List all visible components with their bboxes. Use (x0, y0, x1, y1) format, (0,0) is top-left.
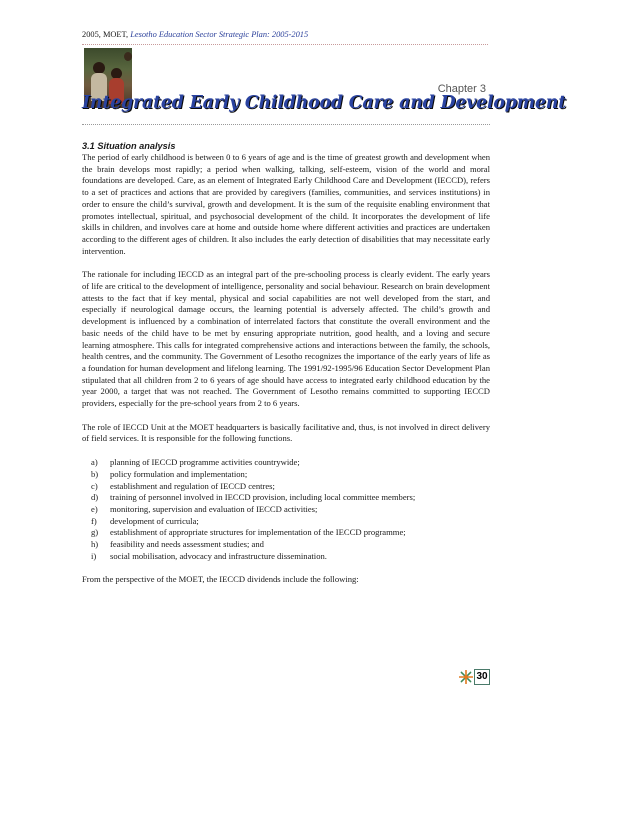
list-item: f) development of curricula; (91, 515, 199, 526)
list-item: e) monitoring, supervision and evaluation of IECCD activities; (91, 503, 318, 514)
list-item: i) social mobilisation, advocacy and infrastructure dissemination. (91, 550, 327, 561)
list-item: h) feasibility and needs assessment studies; and (91, 539, 264, 550)
logo-ray (461, 672, 464, 675)
list-item: b) policy formulation and implementation; (91, 468, 248, 479)
logo-ray (461, 678, 464, 681)
header-divider (82, 44, 488, 45)
list-item: g) establishment of appropriate structures for implementation of the IECCD programme; (91, 527, 406, 538)
logo-ray (467, 678, 470, 681)
logo-ray (467, 672, 470, 675)
functions-list (82, 457, 449, 562)
section-content (82, 141, 490, 597)
paragraph-rationale: The rationale for including IECCD as an integral part of the pre-schooling process is clearly evident. The early years of life are critical to the development of intelligence, personality and social behaviour. Research on brain development attests to the fact that if key mental, physical and social capabilities are not well developed from the start, and especially if neurological damage occurs, the learning potential is adversely affected. The child’s growth and development is influenced by a combination of interrelated factors that constitute the overall environment and the basic needs of the child have to be met by ensuring appropriate nutrition, good health, and a loving and secure learning atmosphere. This calls for integrated comprehensive actions and interactions between the family, the schools, health centres, and the community. The Government of Lesotho recognizes the importance of the early years of life as a foundation for human development and lifelong learning. The 1991/92-1995/96 Education Sector Development Plan stipulated that all children from 2 to 6 years of age should have access to integrated early childhood education by the year 2000, a target that was not reached. The Government of Lesotho remains committed to supporting IECCD providers, especially for the pre-school years from 2 to 6 years. (82, 269, 490, 409)
paragraph-unit-role: The role of IECCD Unit at the MOET headquarters is basically facilitative and, thus, is not involved in direct delivery of field services. It is responsible for the following functions. (82, 421, 490, 444)
moet-logo-icon (459, 670, 473, 684)
list-item: c) establishment and regulation of IECCD centres; (91, 480, 275, 491)
header-plan-title: Lesotho Education Sector Strategic Plan: 2005-2015 (130, 30, 309, 39)
header-prefix: 2005, MOET, (82, 30, 131, 39)
chapter-title: Integrated Early Childhood Care and Development (82, 93, 567, 113)
paragraph-closing: From the perspective of the MOET, the IECCD dividends include the following: (82, 573, 359, 584)
list-item: a) planning of IECCD programme activities countrywide; (91, 457, 300, 468)
page-number: 30 (474, 669, 490, 685)
list-item: d) training of personnel involved in IECCD provision, including local committee members; (91, 492, 416, 503)
section-heading: 3.1 Situation analysis (82, 141, 176, 151)
logo-center (464, 675, 468, 679)
running-header (82, 30, 308, 39)
chapter-label: Chapter 3 (437, 83, 486, 95)
paragraph-early-childhood: The period of early childhood is between 0 to 6 years of age and is the time of greatest growth and development when the brain develops most rapidly; a period when walking, talking, self-esteem, vision of the world and moral foundations are developed. Care, as an element of Integrated Early Childhood Care and Development (IECCD), refers to a set of practices and actions that are provided by caregivers (families, communities, and services institutions) in order to ensure the child’s survival, growth and development. It is the sum of the requisite enabling environment that promotes intellectual, spiritual, and psychosocial development of the child. It incorporates the development of life skills in children, and involves care at home and outside home where different activities and practices are undertaken according to the different ages of children. It also includes the early detection of disabilities that may necessitate early intervention. (82, 152, 490, 256)
title-divider (82, 124, 490, 125)
